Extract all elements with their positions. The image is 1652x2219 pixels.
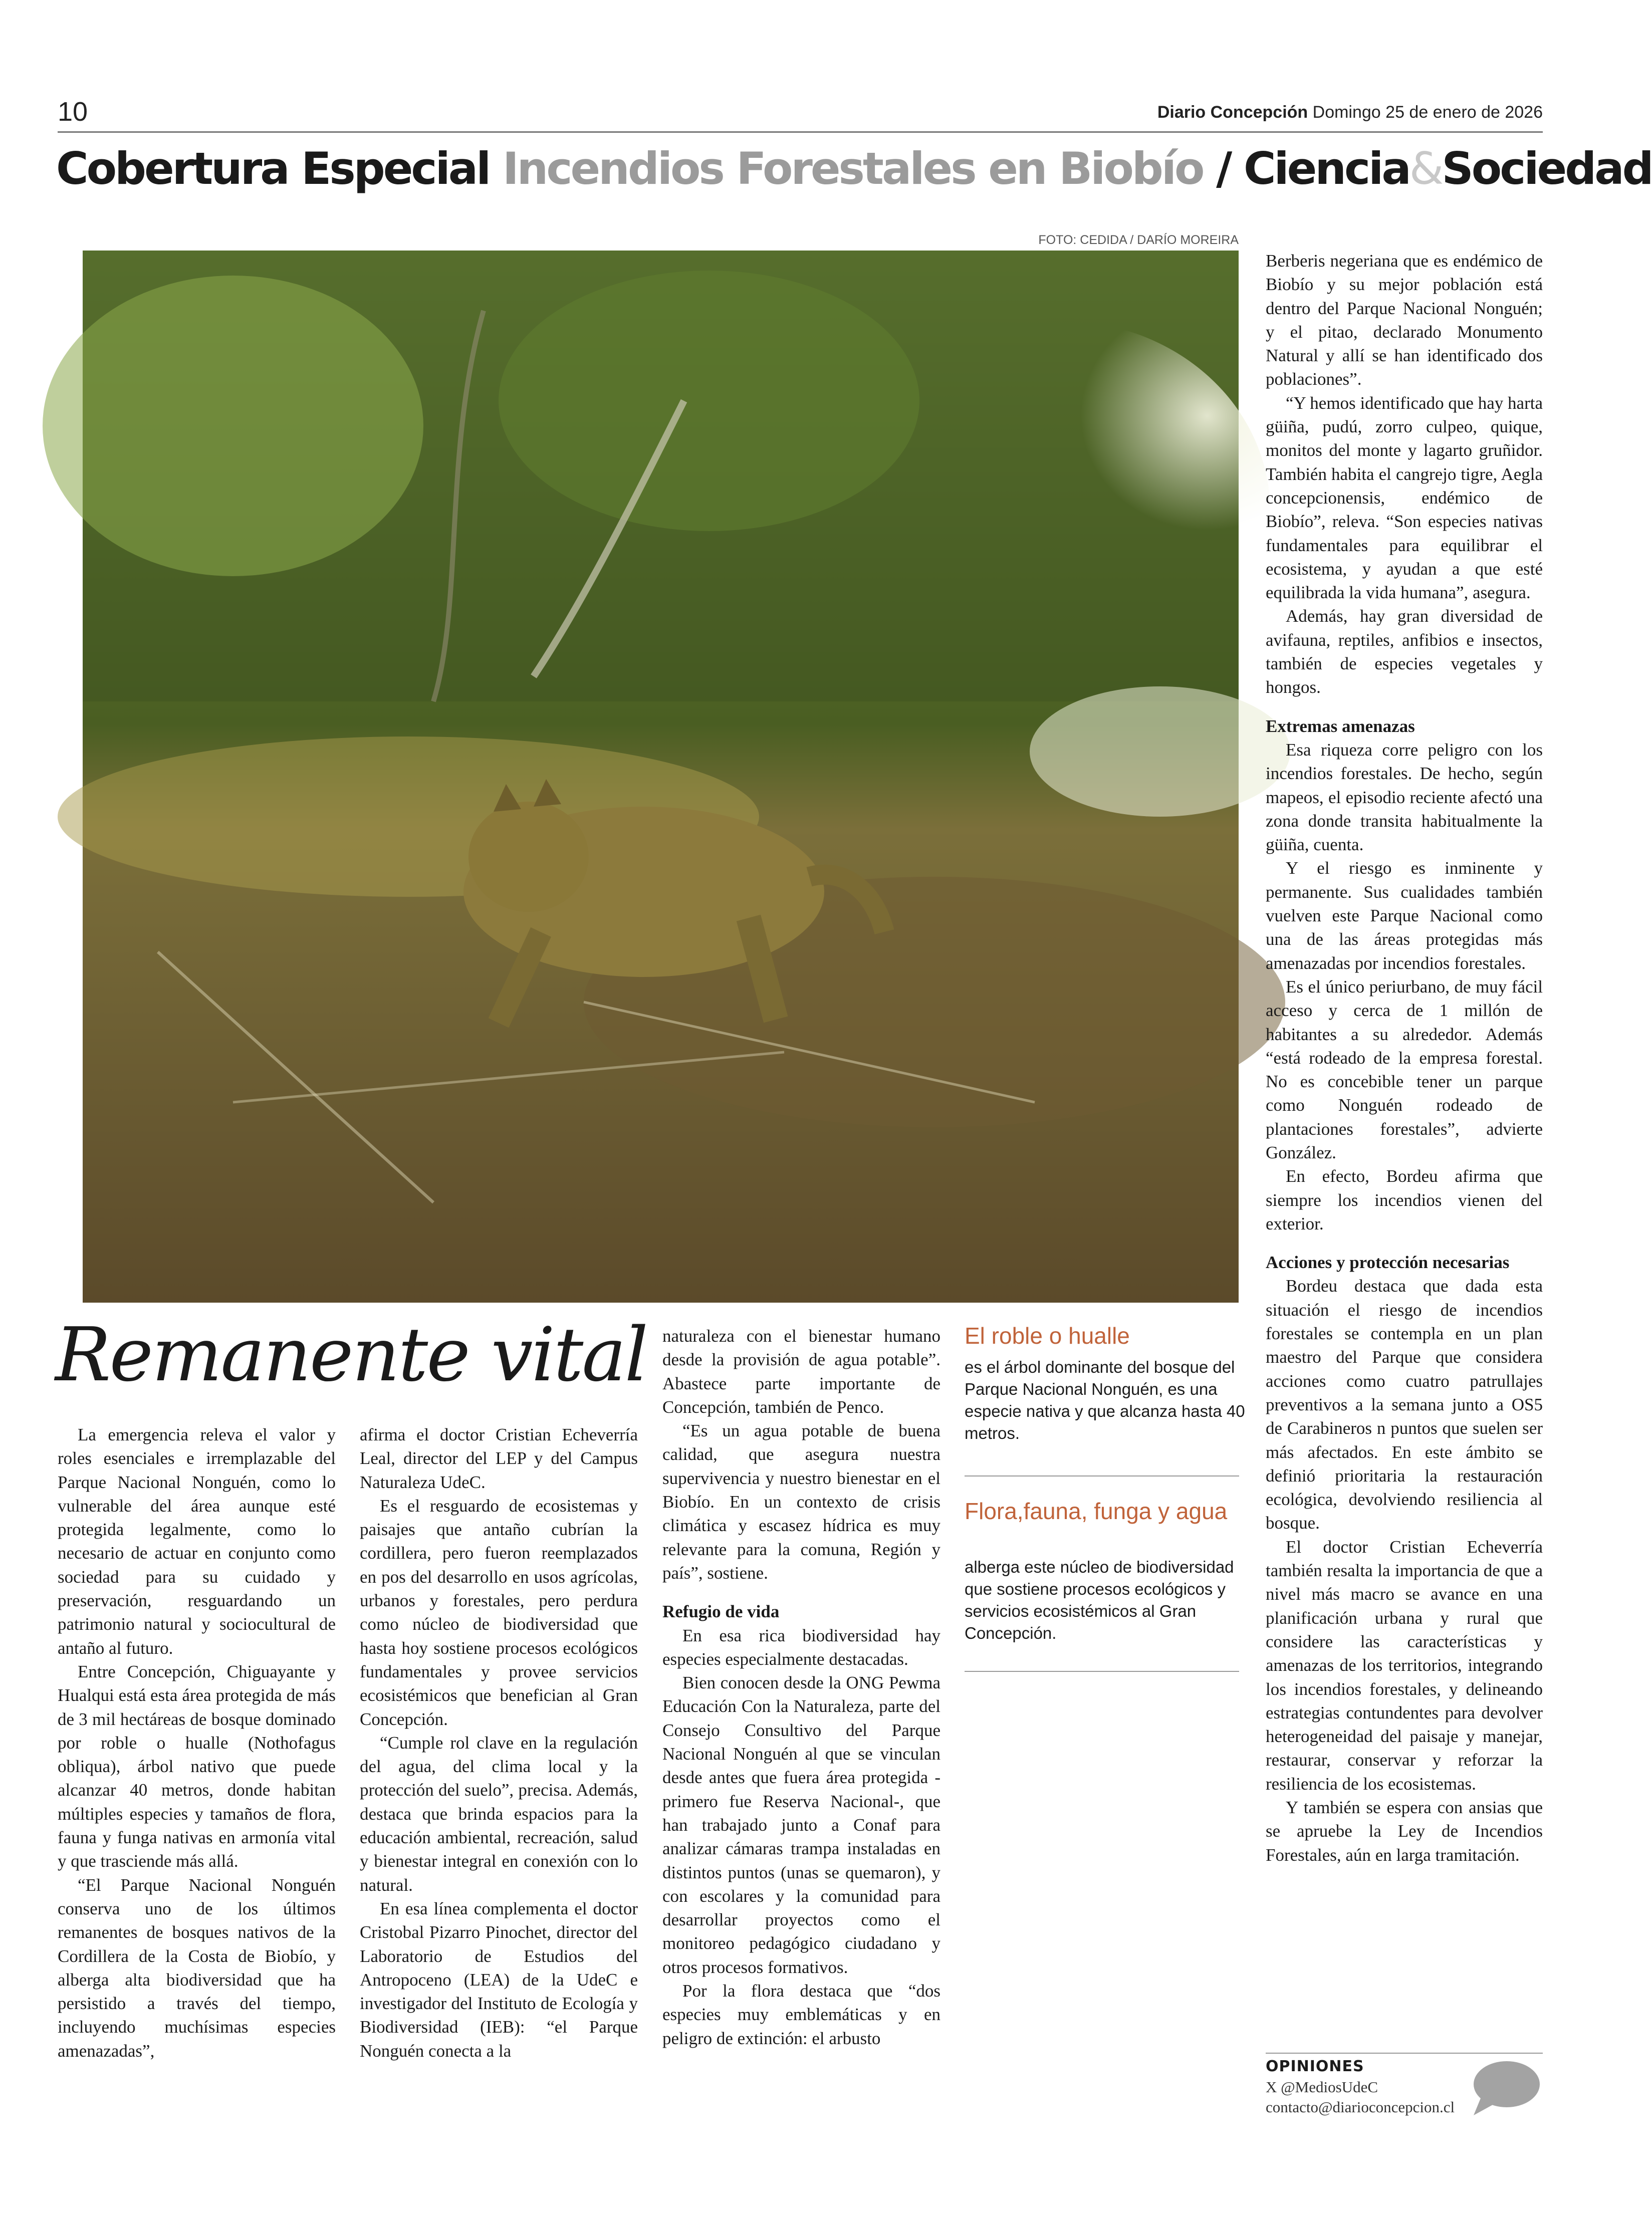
page-number: 10 bbox=[58, 97, 88, 127]
sidebar-box1-text: es el árbol dominante del bosque del Parque Nacional Nonguén, es una especie nativa y que alcanza hasta 40 metros. bbox=[965, 1358, 1245, 1442]
paragraph: “Y hemos identificado que hay harta güiña, pudú, zorro culpeo, quique, monitos del monte y lagarto gruñidor. También habita el cangrejo tigre, Aegla concepcionensis, endémico de Biobío”, releva. “Son especies nativas fundamentales para equilibrar el ecosistema, y ayudan a que esté equilibrada la vida humana”, asegura. bbox=[1266, 393, 1543, 603]
subheading-refugio: Refugio de vida bbox=[662, 1602, 780, 1622]
paragraph: Berberis negeriana que es endémico de Biobío y su mejor población está dentro del Parque Nacional Nonguén; y el pitao, declarado Monumento Natural y allí se han identificado dos poblaciones”. bbox=[1266, 251, 1543, 389]
paragraph: Y también se espera con ansias que se apruebe la Ley de Incendios Forestales, aún en larga tramitación. bbox=[1266, 1798, 1543, 1865]
article-column-3 bbox=[662, 1324, 940, 2050]
paragraph: Bordeu destaca que dada esta situación el riesgo de incendios forestales se contempla en un plan maestro del Parque que considera acciones como cuatro patrullajes preventivos a la semana junto a OS5 de Carabineros n puntos que suelen ser más afectados. En este ámbito se definió prioritaria la restauración ecológica, devolviendo resiliencia al bosque. bbox=[1266, 1276, 1543, 1533]
paragraph: “Es un agua potable de buena calidad, que asegura nuestra supervivencia y nuestro bienestar en el Biobío. En un contexto de crisis climática y escasez hídrica es muy relevante para la comuna, Región y país”, sostiene. bbox=[662, 1421, 940, 1583]
sidebar-box1-title: El roble o hualle bbox=[965, 1323, 1130, 1349]
photo-credit: FOTO: CEDIDA / DARÍO MOREIRA bbox=[1038, 233, 1239, 247]
article-column-5 bbox=[1266, 249, 1543, 1867]
section-title bbox=[56, 143, 1652, 194]
paragraph: En esa línea complementa el doctor Cristobal Pizarro Pinochet, director del Laboratorio de Estudios del Antropoceno (LEA) de la UdeC e investigador del Instituto de Ecología y Biodiversidad (IEB): “el Parque Nonguén conecta a la bbox=[360, 1898, 638, 2061]
subheading-acciones: Acciones y protección necesarias bbox=[1266, 1253, 1510, 1273]
section-separator: / bbox=[1216, 143, 1231, 194]
paragraph: naturaleza con el bienestar humano desde la provisión de agua potable”. Abastece parte importante de Concepción, también de Penco. bbox=[662, 1326, 940, 1417]
lead-photo bbox=[83, 251, 1239, 1303]
paragraph: “El Parque Nacional Nonguén conserva uno de los últimos remanentes de bosques nativos de la Cordillera de la Costa de Biobío, y alberga alta biodiversidad que ha persistido a través del tiempo, incluyendo muchísimas especies amenazadas”, bbox=[58, 1875, 336, 2061]
forest-cat-illustration bbox=[83, 251, 1239, 1303]
opinions-email[interactable]: contacto@diarioconcepcion.cl bbox=[1266, 2098, 1455, 2116]
paragraph: En efecto, Bordeu afirma que siempre los incendios vienen del exterior. bbox=[1266, 1166, 1543, 1234]
opinions-label: OPINIONES bbox=[1266, 2058, 1364, 2075]
section-category-b: Sociedad bbox=[1442, 143, 1652, 194]
paragraph: Esa riqueza corre peligro con los incendios forestales. De hecho, según mapeos, el episodio reciente afectó una zona donde transita habitualmente la güiña, cuenta. bbox=[1266, 739, 1543, 855]
masthead bbox=[1157, 103, 1543, 122]
newspaper-name: Diario Concepción bbox=[1157, 103, 1308, 122]
section-main: Cobertura Especial bbox=[56, 143, 490, 194]
article-headline: Remanente vital bbox=[55, 1312, 647, 1398]
article-column-2 bbox=[360, 1423, 638, 2063]
paragraph: Es el resguardo de ecosistemas y paisajes que antaño cubrían la cordillera, pero fueron reemplazados en pos del desarrollo en usos agrícolas, urbanos y forestales, pero perdura como núcleo de biodiversidad que hasta hoy sostiene procesos ecológicos fundamentales y provee servicios ecosistémicos que benefician al Gran Concepción. bbox=[360, 1496, 638, 1729]
paragraph: afirma el doctor Cristian Echeverría Leal, director del LEP y del Campus Naturaleza UdeC. bbox=[360, 1425, 638, 1492]
opinions-divider bbox=[1266, 2053, 1543, 2054]
paragraph: Entre Concepción, Chiguayante y Hualqui está esta área protegida de más de 3 mil hectáreas de bosque dominado por roble o hualle (Nothofagus obliqua), árbol nativo que puede alcanzar 40 metros, donde habitan múltiples especies y tamaños de flora, fauna y funga nativas en armonía vital y que trasciende más allá. bbox=[58, 1661, 336, 1871]
header-rule bbox=[58, 131, 1543, 133]
section-ampersand: & bbox=[1409, 143, 1442, 194]
paragraph: Y el riesgo es inminente y permanente. Sus cualidades también vuelven este Parque Nacional como una de las áreas protegidas más amenazadas por incendios forestales. bbox=[1266, 858, 1543, 973]
paragraph: Bien conocen desde la ONG Pewma Educación Con la Naturaleza, parte del Consejo Consultivo del Parque Nacional Nonguén al que se vinculan desde antes que fuera área protegida -primero fue Reserva Nacional-, que han trabajado junto a Conaf para analizar cámaras trampa instaladas en distintos puntos (unas se quemaron), y con escolares y la comunidad para desarrollar proyectos como el monitoreo pedagógico ciudadano y otros procesos formativos. bbox=[662, 1673, 940, 1977]
paragraph: Es el único periurbano, de muy fácil acceso y cerca de 1 millón de habitantes a su alrededor. Además “está rodeado de la empresa forestal. No es concebible tener un parque como Nonguén rodeado de plantaciones forestales”, advierte González. bbox=[1266, 976, 1543, 1162]
paragraph: La emergencia releva el valor y roles esenciales e irremplazable del Parque Nacional Nonguén, como lo vulnerable del área aunque esté protegida legalmente, como lo necesario de actuar en conjunto como sociedad para su cuidado y preservación, resguardando un patrimonio natural y sociocultural de antaño al futuro. bbox=[58, 1425, 336, 1658]
sidebar-divider bbox=[965, 1671, 1239, 1672]
paragraph: El doctor Cristian Echeverría también resalta la importancia de que a nivel más macro se avance en una planificación urbana y rural que considere las características y amenazas de los territorios, integrando los incendios forestales, y delineando estrategias contundentes para devolver heterogeneidad del paisaje y manejar, restaurar, conservar y reforzar la resiliencia de los ecosistemas. bbox=[1266, 1537, 1543, 1794]
issue-date: Domingo 25 de enero de 2026 bbox=[1312, 103, 1543, 122]
paragraph: En esa rica biodiversidad hay especies especialmente destacadas. bbox=[662, 1625, 940, 1669]
opinions-twitter[interactable]: X @MediosUdeC bbox=[1266, 2078, 1378, 2096]
paragraph: Además, hay gran diversidad de avifauna, reptiles, anfibios e insectos, también de especies vegetales y hongos. bbox=[1266, 606, 1543, 697]
section-topic: Incendios Forestales en Biobío bbox=[502, 143, 1203, 194]
sidebar-box2-text: alberga este núcleo de biodiversidad que sostiene procesos ecológicos y servicios ecosistémicos al Gran Concepción. bbox=[965, 1558, 1234, 1642]
sidebar-divider bbox=[965, 1475, 1239, 1476]
section-category-a: Ciencia bbox=[1243, 143, 1409, 194]
subheading-amenazas: Extremas amenazas bbox=[1266, 716, 1415, 736]
article-column-1 bbox=[58, 1423, 336, 2063]
paragraph: Por la flora destaca que “dos especies muy emblemáticas y en peligro de extinción: el arbusto bbox=[662, 1981, 940, 2048]
speech-bubble-icon bbox=[1471, 2059, 1541, 2118]
paragraph: “Cumple rol clave en la regulación del agua, del clima local y la protección del suelo”, precisa. Además, destaca que brinda espacios para la educación ambiental, recreación, salud y bienestar integral en conexión con lo natural. bbox=[360, 1733, 638, 1895]
sidebar-box2-title: Flora,fauna, funga y agua bbox=[965, 1498, 1228, 1524]
